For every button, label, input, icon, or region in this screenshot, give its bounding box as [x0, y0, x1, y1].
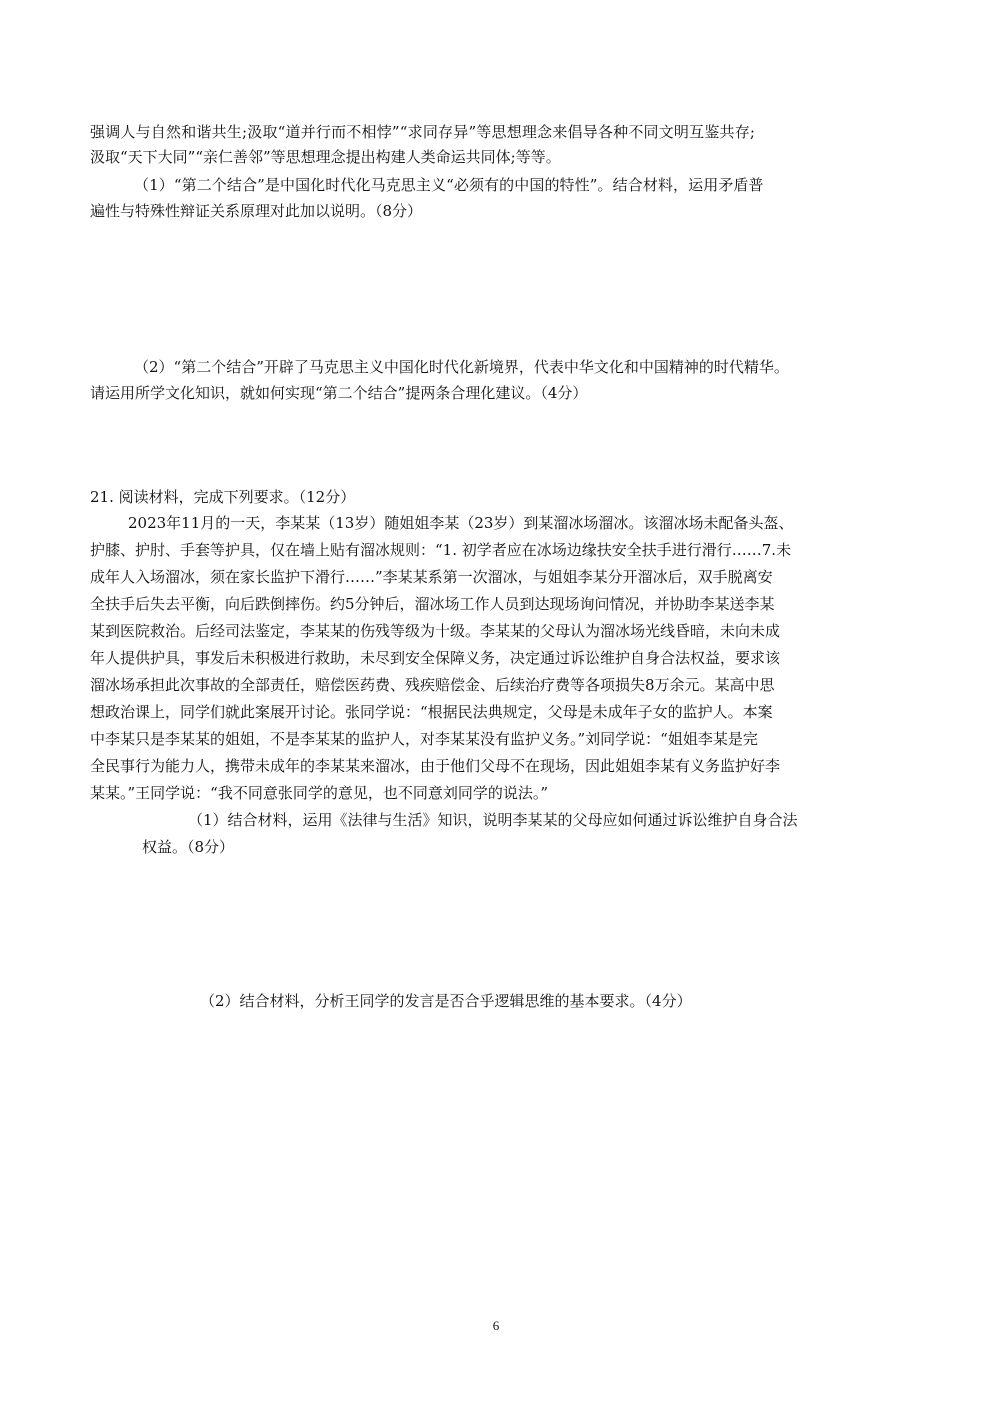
material-line: 某到医院救治。后经司法鉴定，李某某的伤残等级为十级。李某某的父母认为溜冰场光线昏暗，未向未成	[90, 622, 781, 640]
material-line: 溜冰场承担此次事故的全部责任，赔偿医药费、残疾赔偿金、后续治疗费等各项损失8万余元。某高中思	[90, 676, 775, 694]
material-line: 全扶手后失去平衡，向后跌倒摔伤。约5分钟后，溜冰场工作人员到达现场询问情况，并协助李某送李某	[90, 595, 775, 613]
material-line: 年人提供护具，事发后未积极进行救助，未尽到安全保障义务，决定通过诉讼维护自身合法权益，要求该	[90, 649, 781, 667]
material-line: 汲取“天下大同”“亲仁善邻”等思想理念提出构建人类命运共同体;等等。	[90, 148, 561, 166]
question-21-1-line: 权益。（8分）	[142, 838, 235, 856]
material-line: 成年人入场溜冰，须在家长监护下滑行……”李某某系第一次溜冰，与姐姐李某分开溜冰后，双手脱离安	[90, 568, 773, 586]
question-20-1-line: （1）“第二个结合”是中国化时代化马克思主义“必须有的中国的特性”。结合材料，运用矛盾普	[134, 176, 764, 194]
material-line: 护膝、护肘、手套等护具，仅在墙上贴有溜冰规则：“1. 初学者应在冰场边缘扶安全扶手进行滑行……7.未	[90, 541, 792, 559]
question-20-2-line: 请运用所学文化知识，就如何实现“第二个结合”提两条合理化建议。（4分）	[90, 384, 588, 402]
question-21-2-line: （2）结合材料，分析王同学的发言是否合乎逻辑思维的基本要求。（4分）	[200, 992, 692, 1010]
question-20-1-line: 遍性与特殊性辩证关系原理对此加以说明。（8分）	[90, 202, 423, 220]
page-number: 6	[492, 1318, 500, 1333]
material-line: 中李某只是李某某的姐姐，不是李某某的监护人，对李某某没有监护义务。”刘同学说：“姐姐李某是完	[90, 730, 758, 748]
material-line: 想政治课上，同学们就此案展开讨论。张同学说：“根据民法典规定，父母是未成年子女的监护人。本案	[90, 703, 773, 721]
question-21-heading: 21. 阅读材料，完成下列要求。（12分）	[90, 488, 356, 506]
material-line: 强调人与自然和谐共生;汲取“道并行而不相悖”“求同存异”等思想理念来倡导各种不同文明互鉴共存;	[90, 123, 756, 141]
question-21-1-line: （1）结合材料，运用《法律与生活》知识，说明李某某的父母应如何通过诉讼维护自身合法	[188, 811, 798, 829]
material-line: 2023年11月的一天，李某某（13岁）随姐姐李某（23岁）到某溜冰场溜冰。该溜冰场未配备头盔、	[128, 514, 794, 532]
material-line: 某某。”王同学说：“我不同意张同学的意见，也不同意刘同学的说法。”	[90, 784, 549, 802]
material-line: 全民事行为能力人，携带未成年的李某某来溜冰，由于他们父母不在现场，因此姐姐李某有义务监护好李	[90, 757, 781, 775]
question-20-2-line: （2）“第二个结合”开辟了马克思主义中国化时代化新境界，代表中华文化和中国精神的时代精华。	[134, 358, 789, 376]
